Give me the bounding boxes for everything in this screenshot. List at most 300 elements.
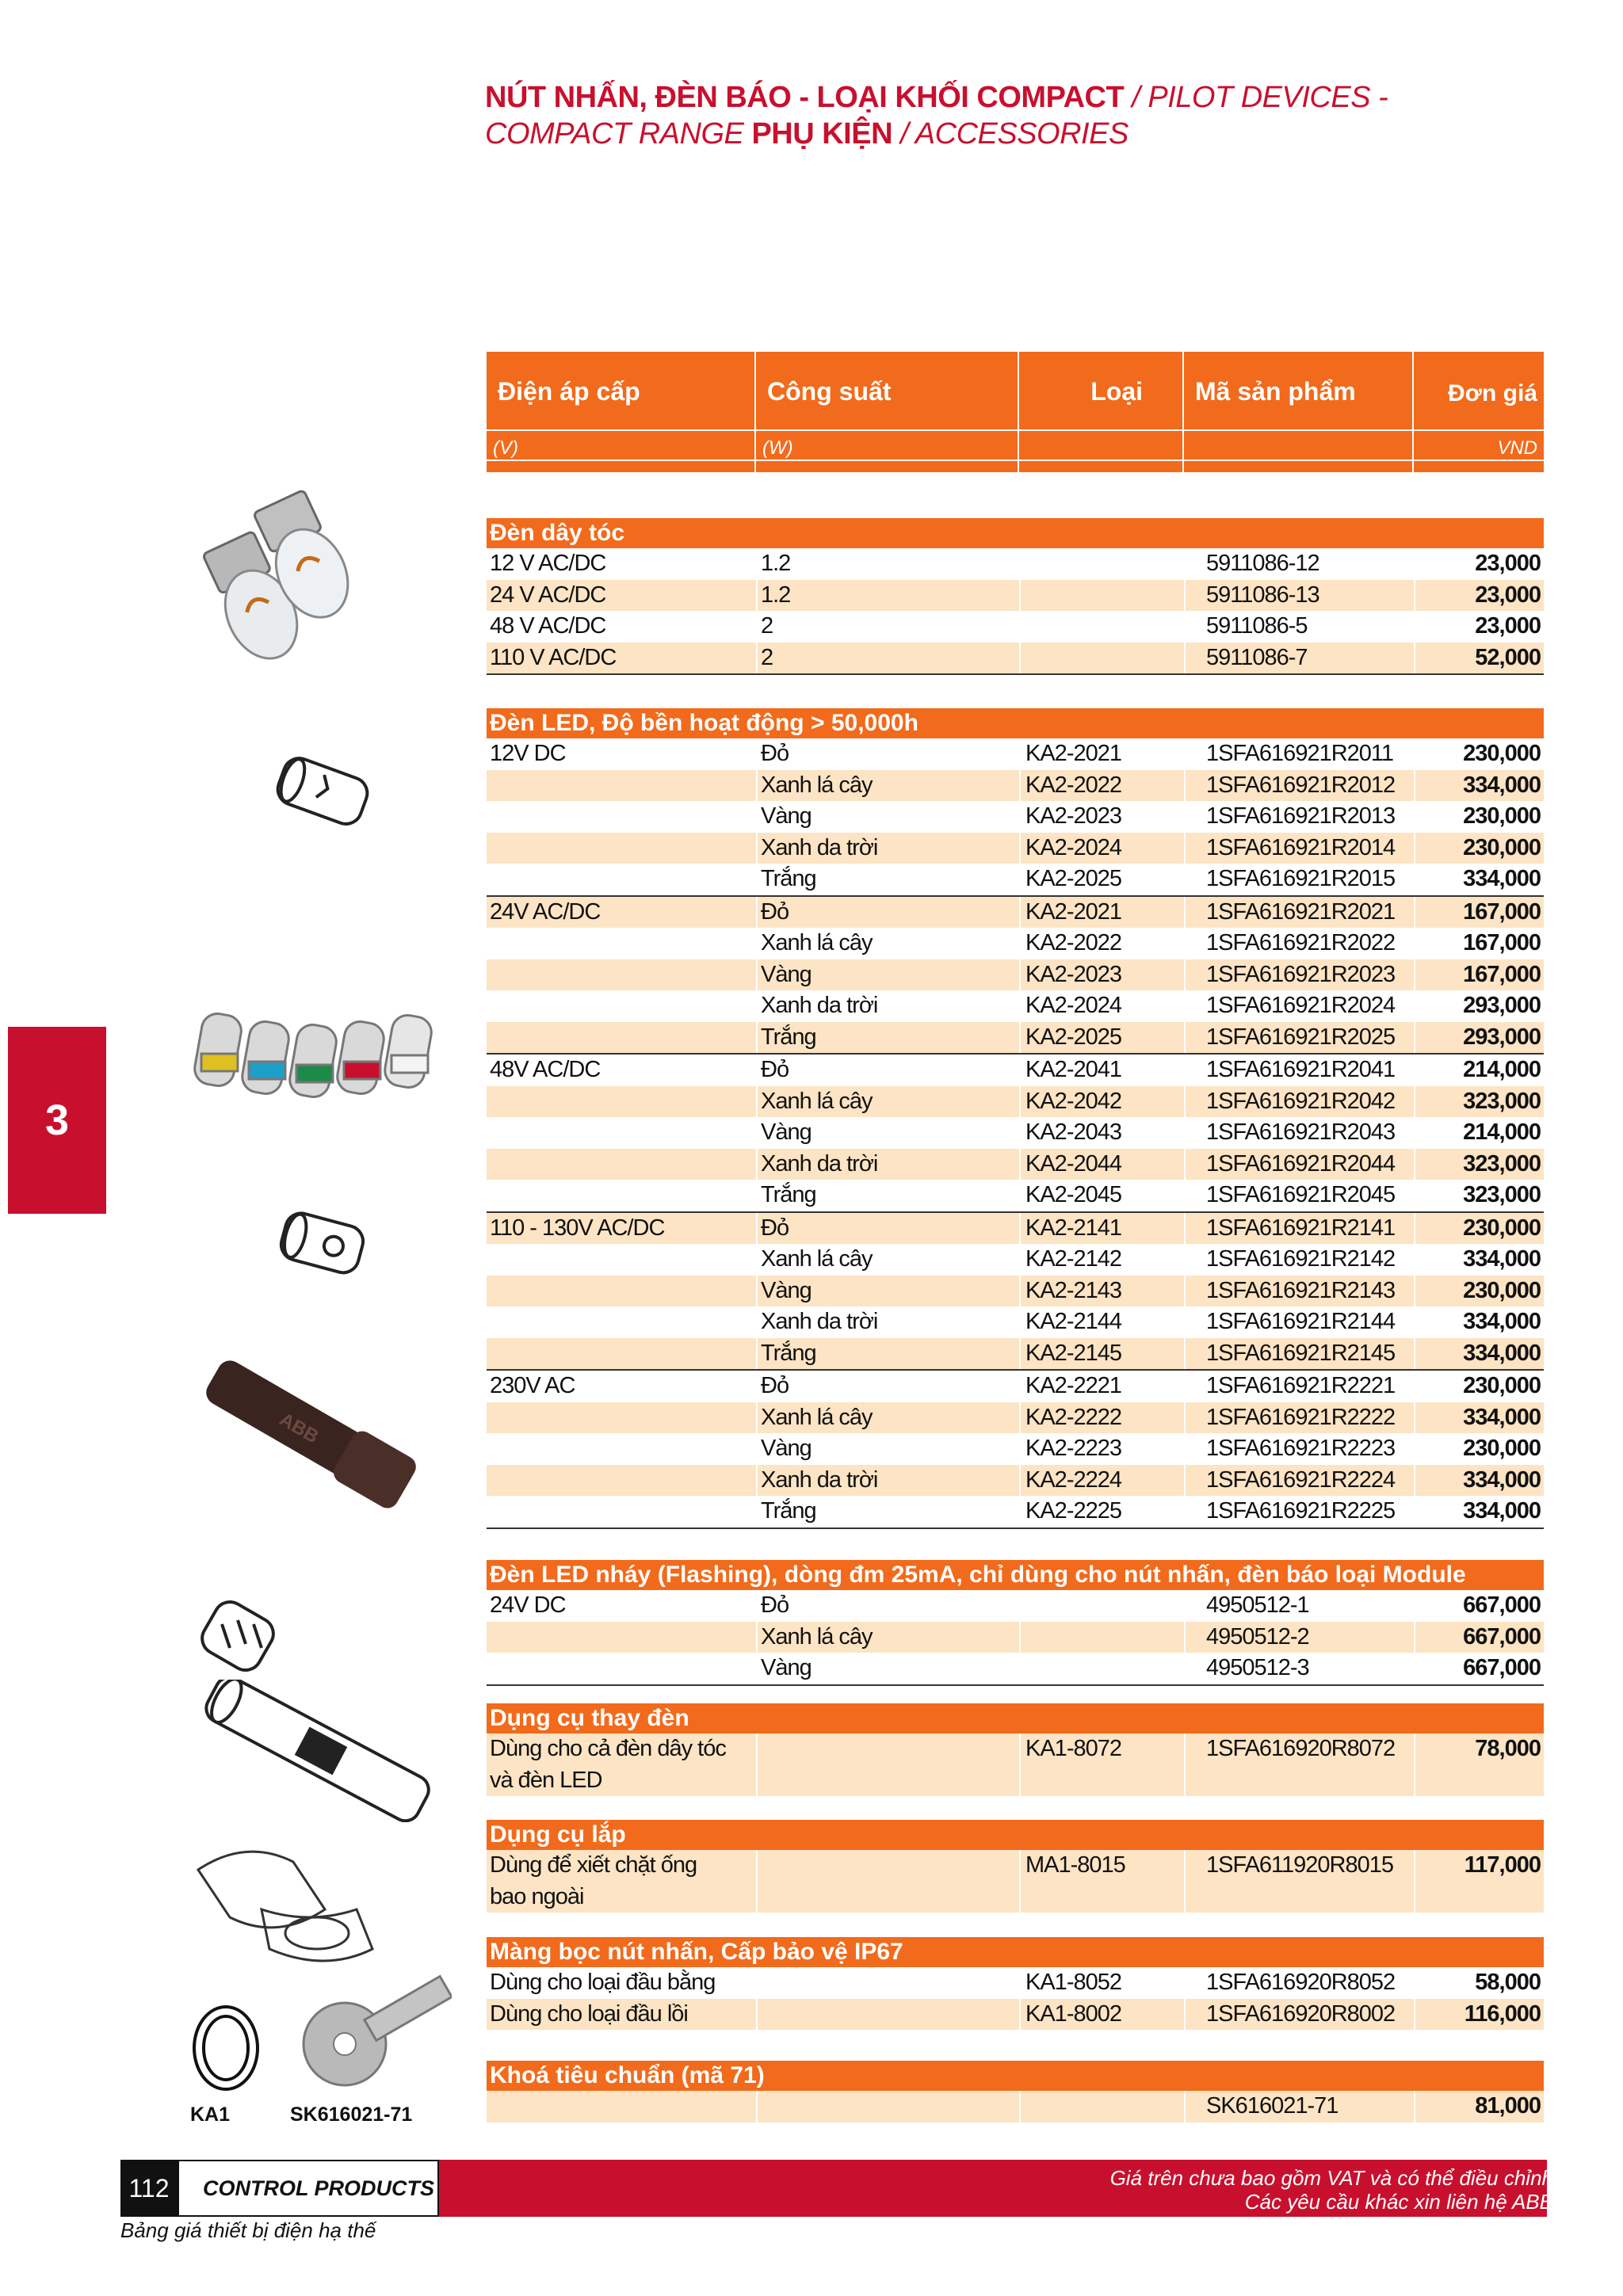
column-separator bbox=[1019, 770, 1021, 802]
output-cell: Vàng bbox=[761, 1436, 812, 1461]
output-cell: Đỏ bbox=[761, 1215, 789, 1241]
column-separator bbox=[1019, 1117, 1021, 1149]
price-cell: 52,000 bbox=[1475, 644, 1541, 670]
price-cell: 323,000 bbox=[1463, 1150, 1541, 1177]
header-col-price bbox=[1414, 352, 1544, 490]
header-unit: (V) bbox=[493, 437, 518, 459]
column-separator bbox=[1184, 548, 1186, 580]
column-separator bbox=[1184, 1276, 1186, 1307]
column-separator bbox=[1184, 1733, 1186, 1765]
column-separator bbox=[1019, 1055, 1021, 1086]
section-title: Đèn dây tóc bbox=[487, 518, 1544, 548]
column-separator bbox=[756, 643, 758, 674]
column-separator bbox=[1414, 833, 1415, 864]
table-row bbox=[487, 1180, 1544, 1213]
table-row bbox=[487, 1244, 1544, 1276]
table-row bbox=[487, 959, 1544, 991]
price-cell: 230,000 bbox=[1463, 741, 1541, 766]
type-cell: KA2-2225 bbox=[1025, 1498, 1121, 1524]
price-cell: 167,000 bbox=[1463, 898, 1541, 925]
price-cell: 167,000 bbox=[1463, 961, 1541, 987]
column-separator bbox=[1184, 1653, 1186, 1684]
column-separator bbox=[1019, 643, 1021, 674]
type-cell: KA2-2021 bbox=[1025, 741, 1121, 766]
type-cell: KA1-8072 bbox=[1025, 1736, 1121, 1761]
table-row bbox=[487, 770, 1544, 802]
table-section bbox=[487, 518, 1544, 675]
price-cell: 116,000 bbox=[1464, 2000, 1541, 2027]
column-separator bbox=[1019, 1733, 1021, 1765]
column-separator bbox=[1184, 1999, 1186, 2031]
chapter-tab: 3 bbox=[8, 1027, 106, 1214]
section-title: Màng bọc nút nhấn, Cấp bảo vệ IP67 bbox=[487, 1937, 1544, 1967]
voltage-cell: 24 V AC/DC bbox=[490, 582, 606, 608]
column-separator bbox=[1184, 738, 1186, 770]
flashlight-tool-sketch bbox=[190, 1680, 452, 1822]
column-separator bbox=[1184, 1465, 1186, 1497]
column-separator bbox=[756, 928, 758, 959]
output-cell: Đỏ bbox=[761, 1373, 789, 1398]
order-code-cell: SK616021-71 bbox=[1206, 2093, 1338, 2119]
footer-note-line-1: Giá trên chưa bao gồm VAT và có thể điều chỉnh bbox=[1109, 2166, 1553, 2190]
order-code-cell: 1SFA616921R2143 bbox=[1206, 1277, 1396, 1303]
output-cell: Trắng bbox=[761, 1182, 816, 1207]
column-separator bbox=[1184, 1967, 1186, 1999]
column-separator bbox=[756, 1117, 758, 1149]
order-code-cell: 1SFA616921R2022 bbox=[1206, 930, 1396, 955]
column-separator bbox=[1184, 1882, 1186, 1913]
column-separator bbox=[1019, 580, 1021, 612]
output-cell: Vàng bbox=[761, 961, 812, 987]
table-row bbox=[487, 1149, 1544, 1180]
title-part-1: NÚT NHẤN, ĐÈN BÁO - LOẠI KHỐI COMPACT bbox=[485, 81, 1125, 114]
column-separator bbox=[1019, 959, 1021, 991]
header-eng: Unit price bbox=[1460, 469, 1537, 490]
table-row bbox=[487, 548, 1544, 580]
voltage-cell: Dùng cho cả đèn dây tóc bbox=[490, 1736, 726, 1761]
column-separator bbox=[1414, 1967, 1415, 1999]
price-cell: 214,000 bbox=[1463, 1057, 1541, 1082]
title-part-3: PHỤ KIỆN bbox=[751, 117, 893, 151]
price-cell: 117,000 bbox=[1464, 1852, 1541, 1878]
column-separator bbox=[1414, 801, 1415, 833]
table-row bbox=[487, 1022, 1544, 1055]
column-separator bbox=[756, 1850, 758, 1882]
column-separator bbox=[756, 1882, 758, 1913]
column-separator bbox=[756, 1055, 758, 1086]
header-col-voltage bbox=[487, 352, 756, 490]
column-separator bbox=[756, 1149, 758, 1180]
incandescent-bulbs-image bbox=[190, 483, 412, 673]
order-code-cell: 1SFA616921R2025 bbox=[1206, 1024, 1396, 1050]
voltage-cell: 230V AC bbox=[490, 1373, 575, 1398]
column-separator bbox=[1184, 643, 1186, 674]
table-section bbox=[487, 1937, 1544, 2030]
table-row bbox=[487, 1402, 1544, 1434]
column-separator bbox=[756, 864, 758, 895]
output-cell: 1.2 bbox=[761, 582, 791, 608]
price-cell: 323,000 bbox=[1463, 1088, 1541, 1114]
column-separator bbox=[1414, 1402, 1415, 1434]
column-separator bbox=[756, 1276, 758, 1307]
column-separator bbox=[1019, 1765, 1021, 1797]
output-cell: Xanh lá cây bbox=[761, 1088, 873, 1114]
column-separator bbox=[1184, 959, 1186, 991]
column-separator bbox=[1019, 1180, 1021, 1211]
output-cell: Trắng bbox=[761, 866, 816, 891]
order-code-cell: 1SFA616920R8002 bbox=[1206, 2000, 1396, 2027]
output-cell: Xanh da trời bbox=[761, 1150, 878, 1177]
column-separator bbox=[1414, 928, 1415, 959]
price-cell: 667,000 bbox=[1463, 1592, 1541, 1618]
column-separator bbox=[1019, 833, 1021, 864]
column-separator bbox=[756, 801, 758, 833]
type-cell: KA2-2221 bbox=[1025, 1373, 1121, 1398]
footer-bottom-text: Bảng giá thiết bị điện hạ thế bbox=[120, 2218, 376, 2242]
colored-led-lamps-image bbox=[190, 998, 452, 1125]
column-separator bbox=[1414, 1022, 1415, 1054]
column-separator bbox=[756, 1371, 758, 1402]
output-cell: Xanh lá cây bbox=[761, 1246, 873, 1272]
table-row bbox=[487, 1055, 1544, 1086]
column-separator bbox=[1414, 1086, 1415, 1118]
type-cell: KA2-2145 bbox=[1025, 1340, 1121, 1366]
column-separator bbox=[1019, 897, 1021, 929]
order-code-cell: 1SFA616921R2044 bbox=[1206, 1150, 1396, 1177]
lamp-changing-tool-image bbox=[190, 1355, 436, 1513]
table-row bbox=[487, 1117, 1544, 1149]
column-separator bbox=[1184, 1590, 1186, 1622]
column-separator bbox=[1019, 1496, 1021, 1527]
column-separator bbox=[1184, 833, 1186, 864]
voltage-cell: 110 V AC/DC bbox=[490, 644, 617, 670]
column-separator bbox=[1414, 770, 1415, 802]
table-row bbox=[487, 928, 1544, 959]
page-number: 112 bbox=[120, 2160, 178, 2217]
standard-key-image bbox=[293, 1941, 452, 2100]
header-name: Công suất bbox=[767, 377, 892, 406]
output-cell: Vàng bbox=[761, 1119, 812, 1145]
column-separator bbox=[1184, 1117, 1186, 1149]
table-row bbox=[487, 643, 1544, 676]
order-code-cell: 4950512-3 bbox=[1206, 1655, 1309, 1680]
column-separator bbox=[1414, 1180, 1415, 1211]
header-eng: Type bbox=[1103, 469, 1143, 490]
price-cell: 323,000 bbox=[1463, 1182, 1541, 1207]
price-cell: 23,000 bbox=[1475, 551, 1541, 576]
type-cell: KA2-2141 bbox=[1025, 1215, 1121, 1241]
type-cell: KA2-2023 bbox=[1025, 961, 1121, 987]
header-unit: (W) bbox=[762, 437, 793, 459]
header-eng: Rated output bbox=[762, 469, 867, 490]
type-cell: KA2-2041 bbox=[1025, 1057, 1121, 1082]
price-cell: 334,000 bbox=[1463, 1466, 1541, 1493]
column-separator bbox=[1184, 580, 1186, 612]
voltage-cell: 12 V AC/DC bbox=[490, 551, 606, 576]
title-part-2: / PILOT DEVICES - COMPACT RANGE bbox=[485, 81, 1388, 151]
price-cell: 230,000 bbox=[1463, 803, 1541, 829]
column-separator bbox=[1184, 770, 1186, 802]
type-cell: KA2-2045 bbox=[1025, 1182, 1121, 1207]
flashing-led-sketch bbox=[269, 1196, 380, 1299]
price-cell: 667,000 bbox=[1463, 1623, 1541, 1650]
column-separator bbox=[756, 1999, 758, 2031]
column-separator bbox=[756, 1433, 758, 1465]
column-separator bbox=[1019, 928, 1021, 959]
table-row bbox=[487, 1622, 1544, 1653]
table-row bbox=[487, 1306, 1544, 1338]
column-separator bbox=[756, 738, 758, 770]
column-separator bbox=[1184, 897, 1186, 929]
column-separator bbox=[756, 1465, 758, 1497]
output-cell: Vàng bbox=[761, 803, 812, 829]
order-code-cell: 1SFA616921R2012 bbox=[1206, 772, 1396, 798]
table-row bbox=[487, 1338, 1544, 1371]
caption-ka1: KA1 bbox=[190, 2103, 231, 2126]
column-separator bbox=[1019, 1882, 1021, 1913]
output-cell: Trắng bbox=[761, 1340, 816, 1366]
order-code-cell: 5911086-13 bbox=[1206, 582, 1319, 608]
column-separator bbox=[1414, 1276, 1415, 1307]
voltage-cell: và đèn LED bbox=[490, 1767, 602, 1793]
order-code-cell: 4950512-2 bbox=[1206, 1623, 1309, 1650]
price-cell: 23,000 bbox=[1475, 582, 1541, 608]
column-separator bbox=[1184, 1055, 1186, 1086]
table-section bbox=[487, 1820, 1544, 1913]
order-code-cell: 1SFA616920R8052 bbox=[1206, 1970, 1396, 1995]
order-code-cell: 1SFA616921R2021 bbox=[1206, 898, 1396, 925]
order-code-cell: 1SFA616921R2144 bbox=[1206, 1309, 1396, 1334]
column-separator bbox=[1414, 1433, 1415, 1465]
column-separator bbox=[1414, 2091, 1415, 2122]
column-separator bbox=[1184, 2091, 1186, 2122]
header-name: Điện áp cấp bbox=[498, 377, 640, 406]
type-cell: KA1-8052 bbox=[1025, 1970, 1121, 1995]
type-cell: KA2-2024 bbox=[1025, 993, 1121, 1018]
output-cell: Xanh da trời bbox=[761, 1309, 878, 1334]
column-separator bbox=[1414, 990, 1415, 1022]
type-cell: KA2-2025 bbox=[1025, 866, 1121, 891]
voltage-cell: bao ngoài bbox=[490, 1883, 584, 1909]
column-separator bbox=[1184, 1213, 1186, 1245]
column-separator bbox=[1414, 1244, 1415, 1276]
price-cell: 230,000 bbox=[1463, 1436, 1541, 1461]
column-separator bbox=[1184, 1086, 1186, 1118]
type-cell: KA2-2142 bbox=[1025, 1246, 1121, 1272]
order-code-cell: 1SFA616921R2223 bbox=[1206, 1436, 1396, 1461]
column-separator bbox=[1184, 1306, 1186, 1338]
table-section bbox=[487, 2061, 1544, 2122]
table-row bbox=[487, 1371, 1544, 1402]
header-unit: VND bbox=[1497, 437, 1537, 459]
column-separator bbox=[1019, 1433, 1021, 1465]
order-code-cell: 1SFA616921R2014 bbox=[1206, 834, 1396, 860]
column-separator bbox=[756, 1496, 758, 1527]
column-separator bbox=[756, 990, 758, 1022]
voltage-cell: 24V DC bbox=[490, 1592, 566, 1618]
column-separator bbox=[1019, 1653, 1021, 1684]
table-row bbox=[487, 611, 1544, 643]
order-code-cell: 1SFA616921R2142 bbox=[1206, 1246, 1396, 1272]
order-code-cell: 1SFA616921R2042 bbox=[1206, 1088, 1396, 1114]
price-cell: 214,000 bbox=[1463, 1119, 1541, 1145]
order-code-cell: 1SFA616921R2043 bbox=[1206, 1119, 1396, 1145]
column-separator bbox=[756, 1765, 758, 1797]
table-row bbox=[487, 897, 1544, 929]
column-separator bbox=[756, 1967, 758, 1999]
type-cell: KA2-2144 bbox=[1025, 1309, 1121, 1334]
ka1-membrane-sketch bbox=[182, 1997, 269, 2100]
output-cell: Đỏ bbox=[761, 898, 789, 925]
type-cell: KA2-2022 bbox=[1025, 930, 1121, 955]
column-separator bbox=[1414, 1338, 1415, 1370]
column-separator bbox=[1414, 1653, 1415, 1684]
column-separator bbox=[1184, 1149, 1186, 1180]
order-code-cell: 1SFA616921R2041 bbox=[1206, 1057, 1396, 1082]
type-cell: KA2-2025 bbox=[1025, 1024, 1121, 1050]
voltage-cell: Dùng cho loại đầu lồi bbox=[490, 2000, 688, 2027]
footer-section-label: CONTROL PRODUCTS bbox=[178, 2160, 439, 2217]
type-cell: KA2-2043 bbox=[1025, 1119, 1121, 1145]
column-separator bbox=[1184, 1765, 1186, 1797]
column-separator bbox=[1019, 738, 1021, 770]
column-separator bbox=[756, 611, 758, 643]
price-cell: 334,000 bbox=[1463, 1404, 1541, 1430]
type-cell: KA2-2223 bbox=[1025, 1436, 1121, 1461]
header-col-order-code bbox=[1184, 352, 1414, 490]
table-row bbox=[487, 1967, 1544, 1999]
output-cell: Xanh da trời bbox=[761, 834, 878, 860]
output-cell: 2 bbox=[761, 644, 773, 670]
column-separator bbox=[1184, 864, 1186, 895]
column-separator bbox=[1184, 1180, 1186, 1211]
column-separator bbox=[1414, 1765, 1415, 1797]
price-cell: 230,000 bbox=[1463, 1277, 1541, 1303]
column-separator bbox=[756, 2091, 758, 2122]
header-col-output bbox=[756, 352, 1019, 490]
header-col-type bbox=[1019, 352, 1184, 490]
column-separator bbox=[1414, 1850, 1415, 1882]
column-separator bbox=[1184, 1850, 1186, 1882]
column-separator bbox=[1184, 1496, 1186, 1527]
order-code-cell: 1SFA616921R2221 bbox=[1206, 1373, 1396, 1398]
column-separator bbox=[1019, 1622, 1021, 1653]
section-title: Khoá tiêu chuẩn (mã 71) bbox=[487, 2061, 1544, 2091]
table-row bbox=[487, 738, 1544, 770]
table-row bbox=[487, 1882, 1544, 1913]
type-cell: KA1-8002 bbox=[1025, 2000, 1121, 2027]
column-separator bbox=[756, 580, 758, 612]
table-row bbox=[487, 1765, 1544, 1797]
column-separator bbox=[1019, 1213, 1021, 1245]
order-code-cell: 5911086-12 bbox=[1206, 551, 1319, 576]
column-separator bbox=[1414, 1496, 1415, 1527]
svg-text:ABB: ABB bbox=[276, 1408, 323, 1448]
column-separator bbox=[1414, 580, 1415, 612]
column-separator bbox=[1184, 1433, 1186, 1465]
column-separator bbox=[756, 1622, 758, 1653]
header-eng: Supply Voltage bbox=[493, 469, 615, 490]
price-cell: 230,000 bbox=[1463, 1215, 1541, 1241]
footer-note-line-2: Các yêu cầu khác xin liên hệ ABB bbox=[1244, 2190, 1553, 2214]
column-separator bbox=[1019, 990, 1021, 1022]
output-cell: 2 bbox=[761, 613, 773, 639]
page-title bbox=[485, 79, 1515, 152]
column-separator bbox=[1184, 1244, 1186, 1276]
order-code-cell: 1SFA616920R8072 bbox=[1206, 1736, 1396, 1761]
voltage-cell: 48 V AC/DC bbox=[490, 613, 606, 639]
column-separator bbox=[1414, 1213, 1415, 1245]
table-row bbox=[487, 580, 1544, 612]
price-cell: 334,000 bbox=[1463, 1309, 1541, 1334]
table-row bbox=[487, 1276, 1544, 1307]
column-separator bbox=[756, 1244, 758, 1276]
output-cell: Trắng bbox=[761, 1024, 816, 1050]
column-separator bbox=[1184, 1371, 1186, 1402]
order-code-cell: 5911086-7 bbox=[1206, 644, 1308, 670]
section-title: Đèn LED nháy (Flashing), dòng đm 25mA, chỉ dùng cho nút nhấn, đèn báo loại Module bbox=[487, 1560, 1544, 1590]
column-separator bbox=[1019, 2091, 1021, 2122]
column-separator bbox=[756, 1180, 758, 1211]
order-code-cell: 1SFA611920R8015 bbox=[1206, 1852, 1394, 1878]
column-separator bbox=[1414, 1117, 1415, 1149]
title-part-4: / ACCESSORIES bbox=[892, 117, 1128, 151]
price-cell: 81,000 bbox=[1475, 2093, 1541, 2119]
table-row bbox=[487, 1465, 1544, 1497]
order-code-cell: 1SFA616921R2224 bbox=[1206, 1466, 1396, 1493]
column-separator bbox=[1414, 897, 1415, 929]
order-code-cell: 1SFA616921R2023 bbox=[1206, 961, 1396, 987]
voltage-cell: 110 - 130V AC/DC bbox=[490, 1215, 665, 1241]
column-separator bbox=[1414, 548, 1415, 580]
section-title: Dụng cụ lắp bbox=[487, 1820, 1544, 1850]
table-row bbox=[487, 1496, 1544, 1529]
table-row bbox=[487, 833, 1544, 864]
column-separator bbox=[756, 1338, 758, 1370]
column-separator bbox=[1019, 864, 1021, 895]
column-separator bbox=[756, 1402, 758, 1434]
table-section bbox=[487, 1703, 1544, 1796]
type-cell: KA2-2024 bbox=[1025, 834, 1121, 860]
column-separator bbox=[1414, 1149, 1415, 1180]
output-cell: Xanh lá cây bbox=[761, 1623, 873, 1650]
voltage-cell: Dùng cho loại đầu bằng bbox=[490, 1970, 716, 1995]
order-code-cell: 1SFA616921R2141 bbox=[1206, 1215, 1396, 1241]
type-cell: KA2-2021 bbox=[1025, 898, 1121, 925]
price-cell: 334,000 bbox=[1463, 772, 1541, 798]
order-code-cell: 4950512-1 bbox=[1206, 1592, 1309, 1618]
table-row bbox=[487, 1213, 1544, 1245]
column-separator bbox=[756, 1022, 758, 1054]
price-cell: 334,000 bbox=[1463, 866, 1541, 891]
column-separator bbox=[1019, 1244, 1021, 1276]
column-separator bbox=[1184, 1402, 1186, 1434]
column-separator bbox=[756, 959, 758, 991]
type-cell: KA2-2044 bbox=[1025, 1150, 1121, 1177]
column-separator bbox=[756, 1213, 758, 1245]
column-separator bbox=[756, 1590, 758, 1622]
column-separator bbox=[1414, 643, 1415, 674]
column-separator bbox=[1414, 1590, 1415, 1622]
mounting-tool-sketch bbox=[190, 1592, 349, 1688]
type-cell: KA2-2224 bbox=[1025, 1466, 1121, 1493]
type-cell: KA2-2143 bbox=[1025, 1277, 1121, 1303]
column-separator bbox=[1414, 1055, 1415, 1086]
output-cell: Xanh lá cây bbox=[761, 772, 873, 798]
led-lamp-sketch bbox=[262, 745, 388, 848]
order-code-cell: 5911086-5 bbox=[1206, 613, 1308, 639]
column-separator bbox=[1184, 928, 1186, 959]
